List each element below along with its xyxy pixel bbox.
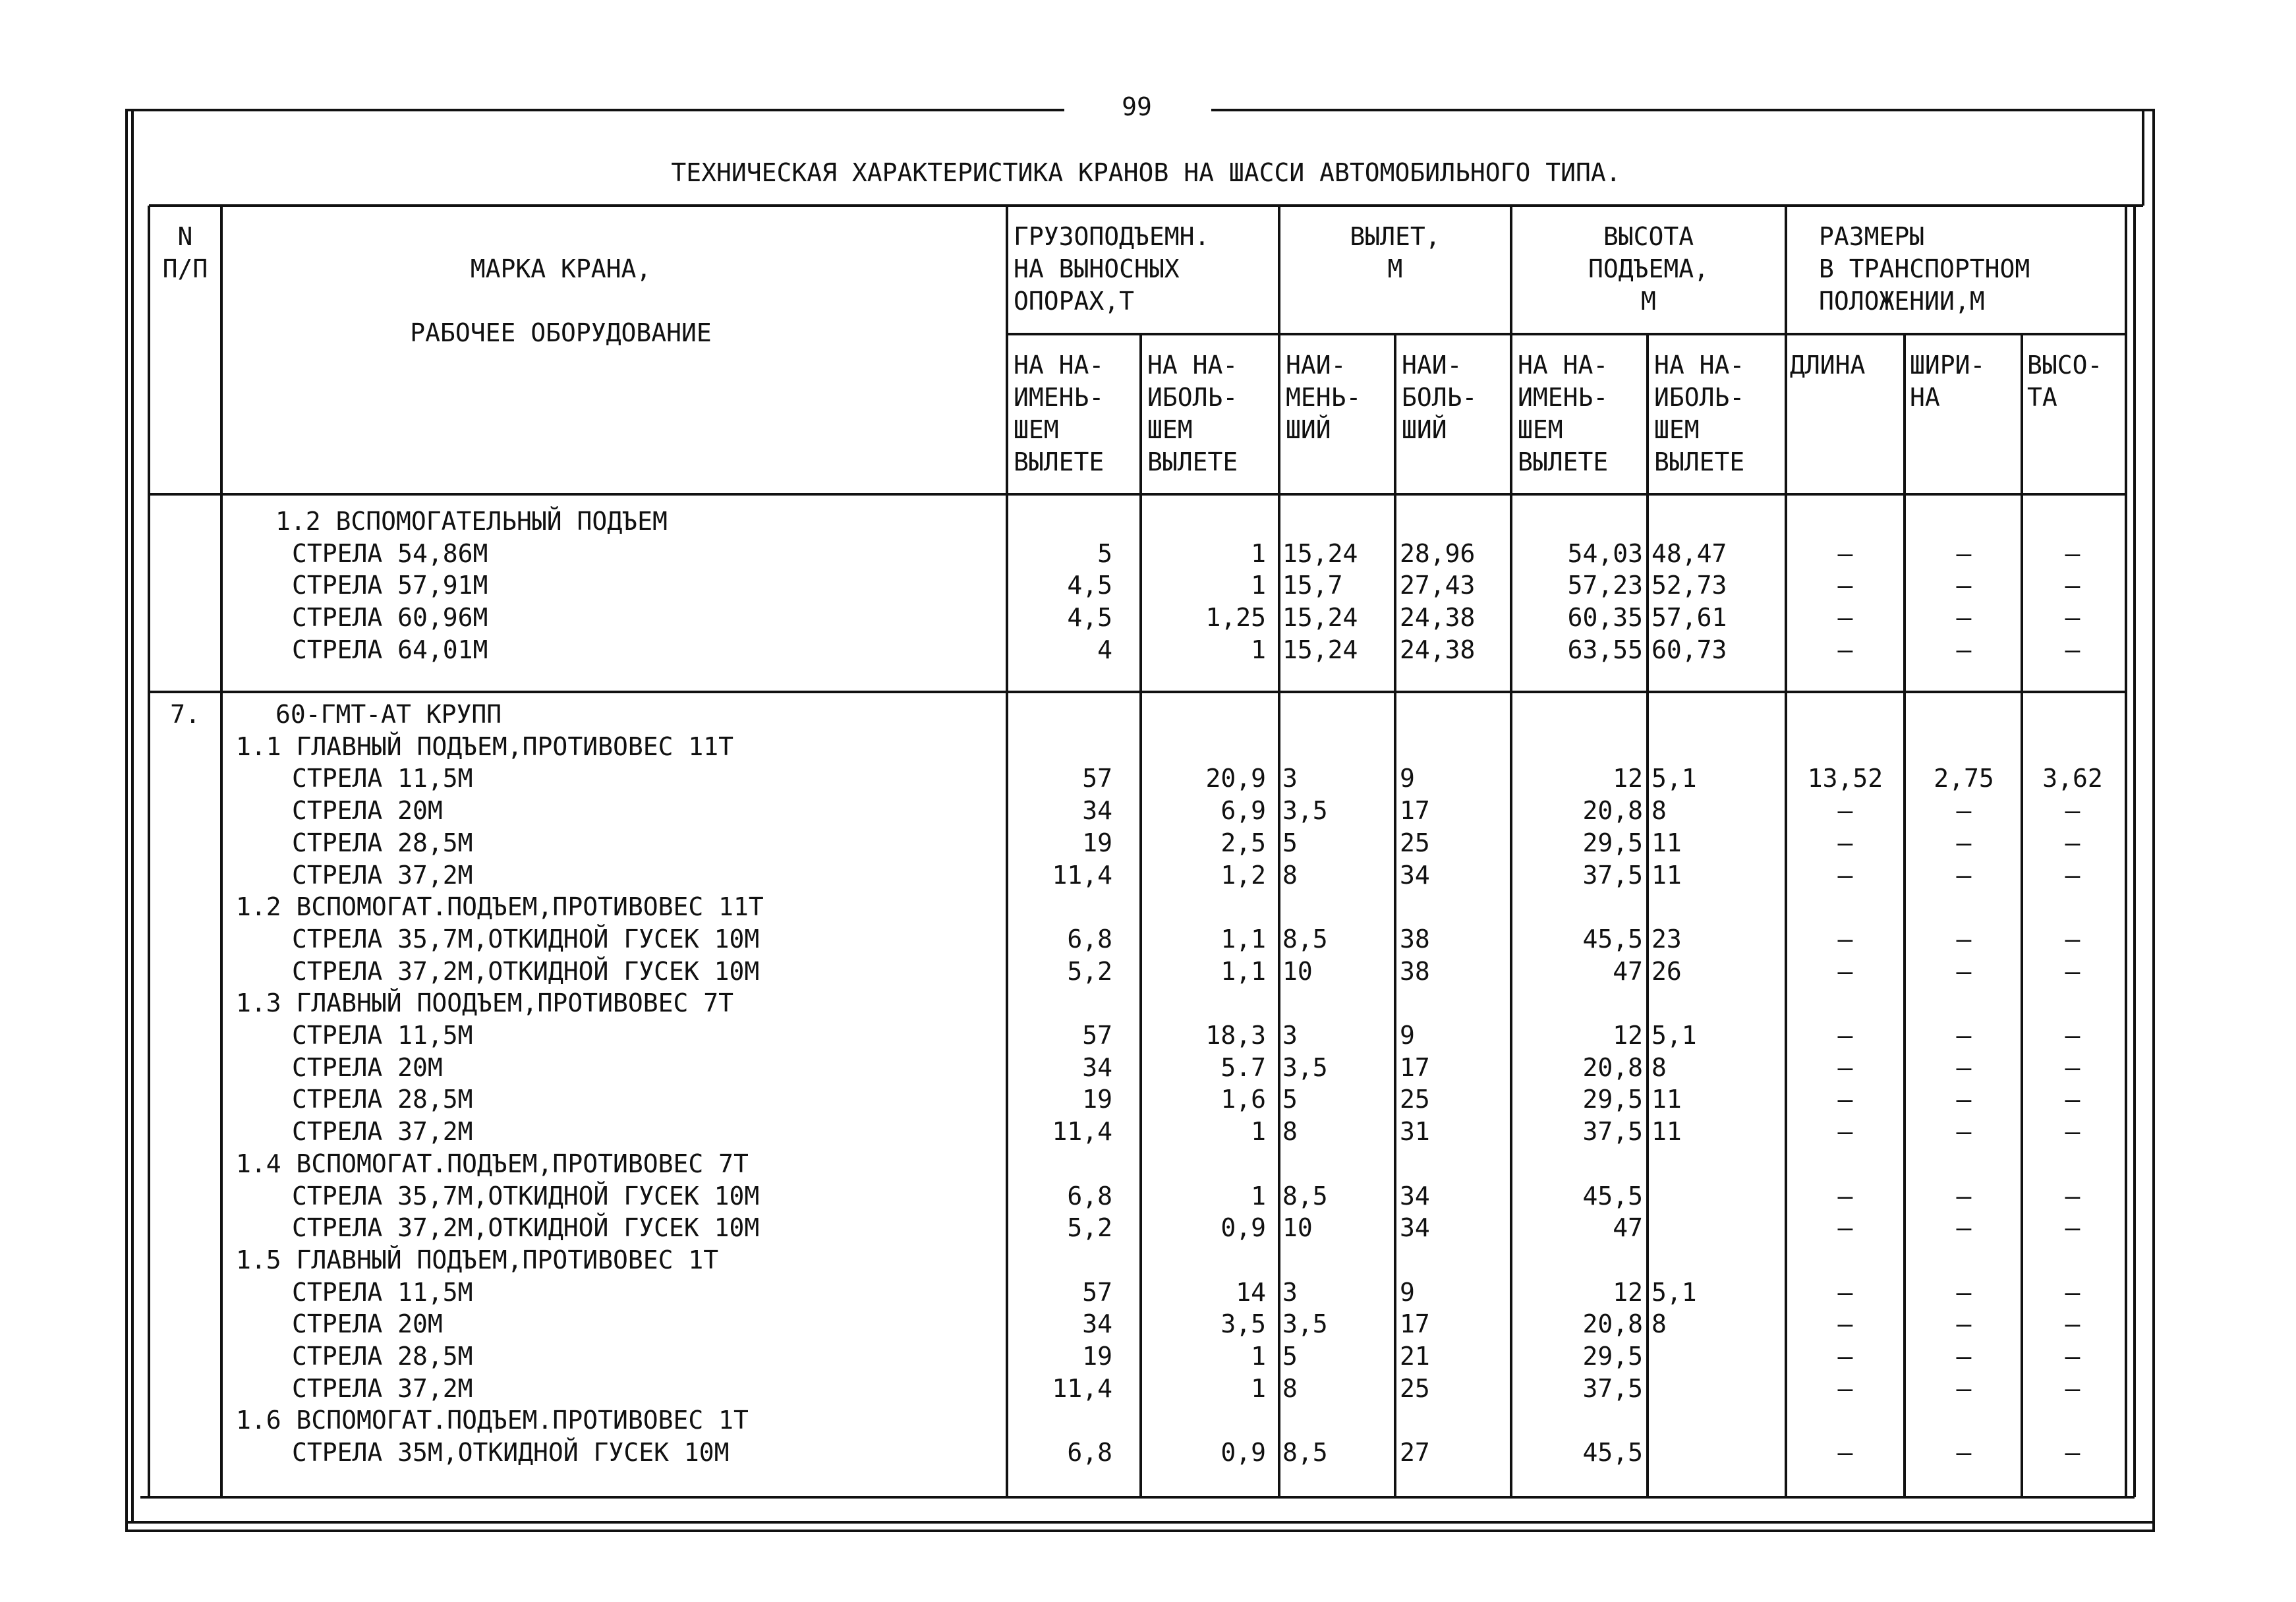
cell-length: – bbox=[1837, 861, 1853, 890]
cell-capacity-max: 1,1 bbox=[1220, 925, 1266, 954]
row-equipment-label: СТРЕЛА 20М bbox=[292, 796, 443, 825]
cell-reach-min: 10 bbox=[1282, 1213, 1313, 1242]
cell-capacity-min: 57 bbox=[1082, 1021, 1112, 1050]
row-group-label: 1.2 ВСПОМОГАТ.ПОДЪЕМ,ПРОТИВОВЕС 11Т bbox=[236, 892, 764, 921]
row-equipment-label: СТРЕЛА 37,2М,ОТКИДНОЙ ГУСЕК 10М bbox=[292, 957, 760, 986]
cell-height: 3,62 bbox=[2042, 764, 2103, 793]
cell-capacity-min: 4,5 bbox=[1067, 571, 1112, 600]
subheader-height-min-2: ИМЕНЬ- bbox=[1518, 383, 1609, 412]
cell-reach-min: 3,5 bbox=[1282, 1053, 1328, 1082]
cell-reach-min: 3 bbox=[1282, 764, 1298, 793]
cell-reach-max: 27 bbox=[1400, 1438, 1430, 1467]
cell-length: – bbox=[1837, 1182, 1853, 1211]
cell-height-max: 52,73 bbox=[1651, 571, 1727, 600]
cell-capacity-max: 2,5 bbox=[1220, 828, 1266, 857]
cell-capacity-max: 20,9 bbox=[1205, 764, 1266, 793]
cell-reach-max: 38 bbox=[1400, 925, 1430, 954]
cell-width: – bbox=[1956, 539, 1972, 568]
cell-width: – bbox=[1956, 1374, 1972, 1403]
cell-height-min: 20,8 bbox=[1582, 1309, 1643, 1338]
cell-width: – bbox=[1956, 1278, 1972, 1307]
cell-capacity-min: 34 bbox=[1082, 1309, 1112, 1338]
cell-length: – bbox=[1837, 539, 1853, 568]
page-number: 99 bbox=[1122, 92, 1152, 121]
subheader-reach-min-3: ШИЙ bbox=[1286, 415, 1331, 444]
header-dims-line1: РАЗМЕРЫ bbox=[1819, 222, 1925, 251]
cell-height: – bbox=[2065, 539, 2081, 568]
header-num-line2: П/П bbox=[162, 254, 208, 283]
cell-height-min: 63,55 bbox=[1567, 635, 1643, 664]
cell-capacity-min: 34 bbox=[1082, 796, 1112, 825]
cell-height-min: 47 bbox=[1613, 957, 1643, 986]
cell-capacity-min: 11,4 bbox=[1052, 1374, 1112, 1403]
cell-reach-min: 8,5 bbox=[1282, 1182, 1328, 1211]
cell-capacity-min: 11,4 bbox=[1052, 861, 1112, 890]
cell-capacity-max: 6,9 bbox=[1220, 796, 1266, 825]
row-equipment-label: СТРЕЛА 28,5М bbox=[292, 1085, 473, 1114]
subheader-height-max-3: ШЕМ bbox=[1654, 415, 1700, 444]
cell-height-max: 26 bbox=[1651, 957, 1682, 986]
subheader-tall-2: ТА bbox=[2027, 383, 2057, 412]
cell-height-max: 8 bbox=[1651, 1309, 1667, 1338]
cell-capacity-min: 11,4 bbox=[1052, 1117, 1112, 1146]
header-capacity-line3: ОПОРАХ,Т bbox=[1014, 287, 1135, 316]
cell-height-min: 47 bbox=[1613, 1213, 1643, 1242]
subheader-cap-min-2: ИМЕНЬ- bbox=[1014, 383, 1105, 412]
cell-capacity-max: 1 bbox=[1251, 571, 1266, 600]
row-equipment-label: СТРЕЛА 64,01М bbox=[292, 635, 488, 664]
cell-capacity-max: 1 bbox=[1251, 1117, 1266, 1146]
cell-width: – bbox=[1956, 957, 1972, 986]
cell-reach-min: 15,24 bbox=[1282, 603, 1358, 632]
subheader-cap-min-4: ВЫЛЕТЕ bbox=[1014, 447, 1105, 476]
row-equipment-label: СТРЕЛА 11,5М bbox=[292, 1021, 473, 1050]
row-equipment-label: СТРЕЛА 35,7М,ОТКИДНОЙ ГУСЕК 10М bbox=[292, 925, 760, 954]
cell-height: – bbox=[2065, 1021, 2081, 1050]
subheader-height-max-1: НА НА- bbox=[1654, 351, 1745, 380]
cell-height: – bbox=[2065, 861, 2081, 890]
row-equipment-label: СТРЕЛА 57,91М bbox=[292, 571, 488, 600]
cell-height: – bbox=[2065, 1213, 2081, 1242]
header-dims-line3: ПОЛОЖЕНИИ,М bbox=[1819, 287, 1985, 316]
cell-width: – bbox=[1956, 1182, 1972, 1211]
cell-height-max: 11 bbox=[1651, 1117, 1682, 1146]
cell-height-min: 37,5 bbox=[1582, 861, 1643, 890]
cell-length: – bbox=[1837, 1309, 1853, 1338]
cell-reach-min: 15,24 bbox=[1282, 635, 1358, 664]
cell-length: – bbox=[1837, 1374, 1853, 1403]
cell-capacity-min: 19 bbox=[1082, 1085, 1112, 1114]
subheader-height-max-2: ИБОЛЬ- bbox=[1654, 383, 1745, 412]
subheader-cap-min-1: НА НА- bbox=[1014, 351, 1105, 380]
subheader-height-max-4: ВЫЛЕТЕ bbox=[1654, 447, 1745, 476]
subheader-cap-min-3: ШЕМ bbox=[1014, 415, 1059, 444]
subheader-tall-1: ВЫСО- bbox=[2027, 351, 2103, 380]
row-equipment-label: СТРЕЛА 28,5М bbox=[292, 828, 473, 857]
cell-length: – bbox=[1837, 1438, 1853, 1467]
cell-height-min: 20,8 bbox=[1582, 796, 1643, 825]
cell-height-min: 60,35 bbox=[1567, 603, 1643, 632]
header-dims-line2: В ТРАНСПОРТНОМ bbox=[1819, 254, 2030, 283]
cell-reach-max: 21 bbox=[1400, 1342, 1430, 1371]
cell-width: – bbox=[1956, 796, 1972, 825]
cell-height: – bbox=[2065, 1309, 2081, 1338]
cell-height: – bbox=[2065, 603, 2081, 632]
cell-height-min: 12 bbox=[1613, 1278, 1643, 1307]
cell-reach-max: 24,38 bbox=[1400, 635, 1476, 664]
cell-reach-max: 9 bbox=[1400, 1021, 1415, 1050]
row-equipment-label: СТРЕЛА 11,5М bbox=[292, 764, 473, 793]
header-num-line1: N bbox=[177, 222, 193, 251]
cell-width: – bbox=[1956, 1342, 1972, 1371]
cell-reach-min: 8 bbox=[1282, 861, 1298, 890]
cell-reach-max: 25 bbox=[1400, 828, 1430, 857]
subheader-cap-max-1: НА НА- bbox=[1147, 351, 1238, 380]
cell-width: – bbox=[1956, 828, 1972, 857]
cell-capacity-min: 5,2 bbox=[1067, 1213, 1112, 1242]
subheader-reach-max-3: ШИЙ bbox=[1402, 415, 1447, 444]
cell-reach-min: 5 bbox=[1282, 1342, 1298, 1371]
cell-length: – bbox=[1837, 1085, 1853, 1114]
subheader-cap-max-2: ИБОЛЬ- bbox=[1147, 383, 1238, 412]
cell-reach-min: 5 bbox=[1282, 1085, 1298, 1114]
page-title: ТЕХНИЧЕСКАЯ ХАРАКТЕРИСТИКА КРАНОВ НА ШАССИ АВТОМОБИЛЬНОГО ТИПА. bbox=[671, 158, 1621, 187]
cell-capacity-max: 1 bbox=[1251, 539, 1266, 568]
cell-reach-max: 9 bbox=[1400, 1278, 1415, 1307]
cell-height: – bbox=[2065, 1438, 2081, 1467]
cell-reach-max: 17 bbox=[1400, 796, 1430, 825]
cell-height-max: 48,47 bbox=[1651, 539, 1727, 568]
cell-capacity-max: 3,5 bbox=[1220, 1309, 1266, 1338]
row-group-label: 1.1 ГЛАВНЫЙ ПОДЪЕМ,ПРОТИВОВЕС 11Т bbox=[236, 732, 733, 761]
cell-height-min: 12 bbox=[1613, 764, 1643, 793]
subheader-reach-min-2: МЕНЬ- bbox=[1286, 383, 1362, 412]
cell-capacity-max: 1 bbox=[1251, 1342, 1266, 1371]
row-equipment-label: СТРЕЛА 37,2М bbox=[292, 1117, 473, 1146]
cell-length: – bbox=[1837, 1053, 1853, 1082]
cell-reach-max: 17 bbox=[1400, 1053, 1430, 1082]
cell-capacity-max: 1,2 bbox=[1220, 861, 1266, 890]
row-equipment-label: СТРЕЛА 37,2М bbox=[292, 861, 473, 890]
row-group-label: 1.6 ВСПОМОГАТ.ПОДЪЕМ.ПРОТИВОВЕС 1Т bbox=[236, 1406, 749, 1435]
cell-reach-min: 8,5 bbox=[1282, 1438, 1328, 1467]
cell-width: – bbox=[1956, 861, 1972, 890]
cell-length: 13,52 bbox=[1807, 764, 1883, 793]
subheader-reach-max-1: НАИ- bbox=[1402, 351, 1462, 380]
row-group-label: 1.5 ГЛАВНЫЙ ПОДЪЕМ,ПРОТИВОВЕС 1Т bbox=[236, 1245, 719, 1274]
cell-width: – bbox=[1956, 1117, 1972, 1146]
cell-height-min: 29,5 bbox=[1582, 1085, 1643, 1114]
header-reach-line1: ВЫЛЕТ, bbox=[1350, 222, 1441, 251]
cell-width: – bbox=[1956, 1213, 1972, 1242]
cell-width: – bbox=[1956, 1309, 1972, 1338]
subheader-height-min-1: НА НА- bbox=[1518, 351, 1609, 380]
cell-length: – bbox=[1837, 1342, 1853, 1371]
subheader-height-min-3: ШЕМ bbox=[1518, 415, 1563, 444]
cell-capacity-min: 34 bbox=[1082, 1053, 1112, 1082]
cell-height-max: 11 bbox=[1651, 828, 1682, 857]
cell-reach-min: 3 bbox=[1282, 1021, 1298, 1050]
cell-height-min: 57,23 bbox=[1567, 571, 1643, 600]
cell-height: – bbox=[2065, 1182, 2081, 1211]
cell-height: – bbox=[2065, 1117, 2081, 1146]
cell-length: – bbox=[1837, 603, 1853, 632]
cell-reach-max: 34 bbox=[1400, 1182, 1430, 1211]
cell-length: – bbox=[1837, 828, 1853, 857]
cell-height-max: 23 bbox=[1651, 925, 1682, 954]
cell-height: – bbox=[2065, 1085, 2081, 1114]
cell-reach-max: 34 bbox=[1400, 1213, 1430, 1242]
cell-reach-min: 8 bbox=[1282, 1374, 1298, 1403]
cell-height-min: 37,5 bbox=[1582, 1374, 1643, 1403]
cell-width: – bbox=[1956, 1053, 1972, 1082]
row-equipment-label: СТРЕЛА 37,2М bbox=[292, 1374, 473, 1403]
cell-capacity-max: 0,9 bbox=[1220, 1438, 1266, 1467]
cell-width: 2,75 bbox=[1934, 764, 1994, 793]
cell-reach-max: 17 bbox=[1400, 1309, 1430, 1338]
cell-width: – bbox=[1956, 635, 1972, 664]
cell-length: – bbox=[1837, 1117, 1853, 1146]
cell-height: – bbox=[2065, 635, 2081, 664]
cell-width: – bbox=[1956, 1021, 1972, 1050]
cell-height-max: 57,61 bbox=[1651, 603, 1727, 632]
row-equipment-label: СТРЕЛА 37,2М,ОТКИДНОЙ ГУСЕК 10М bbox=[292, 1213, 760, 1242]
cell-capacity-max: 1,25 bbox=[1205, 603, 1266, 632]
cell-height-min: 29,5 bbox=[1582, 828, 1643, 857]
subheader-height-min-4: ВЫЛЕТЕ bbox=[1518, 447, 1609, 476]
cell-length: – bbox=[1837, 796, 1853, 825]
cell-length: – bbox=[1837, 957, 1853, 986]
cell-width: – bbox=[1956, 925, 1972, 954]
cell-capacity-max: 18,3 bbox=[1205, 1021, 1266, 1050]
cell-reach-min: 3 bbox=[1282, 1278, 1298, 1307]
cell-height: – bbox=[2065, 828, 2081, 857]
cell-capacity-max: 0,9 bbox=[1220, 1213, 1266, 1242]
row-group-label: 1.2 ВСПОМОГАТЕЛЬНЫЙ ПОДЪЕМ bbox=[275, 507, 668, 536]
subheader-width-1: ШИРИ- bbox=[1910, 351, 1986, 380]
row-equipment-label: СТРЕЛА 20М bbox=[292, 1309, 443, 1338]
header-mark-line1: МАРКА КРАНА, bbox=[470, 254, 652, 283]
row-equipment-label: СТРЕЛА 35М,ОТКИДНОЙ ГУСЕК 10М bbox=[292, 1438, 730, 1467]
cell-height-max: 8 bbox=[1651, 1053, 1667, 1082]
cell-reach-min: 3,5 bbox=[1282, 796, 1328, 825]
cell-height: – bbox=[2065, 1278, 2081, 1307]
cell-capacity-min: 19 bbox=[1082, 1342, 1112, 1371]
cell-reach-min: 8 bbox=[1282, 1117, 1298, 1146]
subheader-width-2: НА bbox=[1910, 383, 1940, 412]
cell-capacity-min: 6,8 bbox=[1067, 925, 1112, 954]
subheader-cap-max-3: ШЕМ bbox=[1147, 415, 1193, 444]
subheader-reach-min-1: НАИ- bbox=[1286, 351, 1346, 380]
cell-capacity-max: 1 bbox=[1251, 1374, 1266, 1403]
cell-height: – bbox=[2065, 1053, 2081, 1082]
cell-length: – bbox=[1837, 925, 1853, 954]
cell-height-min: 12 bbox=[1613, 1021, 1643, 1050]
row-group-label: 1.3 ГЛАВНЫЙ ПООДЪЕМ,ПРОТИВОВЕС 7Т bbox=[236, 988, 733, 1017]
row-group-label: 60-ГМТ-АТ КРУПП bbox=[275, 700, 502, 729]
cell-capacity-min: 57 bbox=[1082, 764, 1112, 793]
cell-reach-min: 8,5 bbox=[1282, 925, 1328, 954]
cell-reach-max: 31 bbox=[1400, 1117, 1430, 1146]
cell-capacity-max: 1 bbox=[1251, 635, 1266, 664]
cell-capacity-min: 57 bbox=[1082, 1278, 1112, 1307]
cell-width: – bbox=[1956, 603, 1972, 632]
cell-capacity-min: 4,5 bbox=[1067, 603, 1112, 632]
cell-height: – bbox=[2065, 796, 2081, 825]
cell-row-number: 7. bbox=[170, 700, 200, 729]
header-height-line3: М bbox=[1641, 287, 1656, 316]
row-equipment-label: СТРЕЛА 11,5М bbox=[292, 1278, 473, 1307]
cell-capacity-min: 19 bbox=[1082, 828, 1112, 857]
cell-height-min: 20,8 bbox=[1582, 1053, 1643, 1082]
cell-capacity-max: 5.7 bbox=[1220, 1053, 1266, 1082]
cell-reach-min: 5 bbox=[1282, 828, 1298, 857]
row-equipment-label: СТРЕЛА 28,5М bbox=[292, 1342, 473, 1371]
cell-height: – bbox=[2065, 957, 2081, 986]
cell-height: – bbox=[2065, 1374, 2081, 1403]
cell-reach-max: 25 bbox=[1400, 1085, 1430, 1114]
cell-capacity-min: 6,8 bbox=[1067, 1438, 1112, 1467]
row-equipment-label: СТРЕЛА 20М bbox=[292, 1053, 443, 1082]
row-group-label: 1.4 ВСПОМОГАТ.ПОДЪЕМ,ПРОТИВОВЕС 7Т bbox=[236, 1149, 749, 1178]
cell-capacity-min: 6,8 bbox=[1067, 1182, 1112, 1211]
cell-height: – bbox=[2065, 571, 2081, 600]
cell-height-min: 54,03 bbox=[1567, 539, 1643, 568]
header-height-line2: ПОДЪЕМА, bbox=[1588, 254, 1709, 283]
cell-reach-max: 27,43 bbox=[1400, 571, 1476, 600]
header-capacity-line1: ГРУЗОПОДЪЕМН. bbox=[1014, 222, 1210, 251]
cell-height-min: 45,5 bbox=[1582, 1438, 1643, 1467]
cell-height-max: 8 bbox=[1651, 796, 1667, 825]
cell-height-max: 5,1 bbox=[1651, 1278, 1697, 1307]
cell-reach-max: 9 bbox=[1400, 764, 1415, 793]
cell-height-max: 5,1 bbox=[1651, 1021, 1697, 1050]
cell-height-min: 45,5 bbox=[1582, 1182, 1643, 1211]
cell-length: – bbox=[1837, 1278, 1853, 1307]
cell-height-max: 11 bbox=[1651, 1085, 1682, 1114]
cell-length: – bbox=[1837, 1213, 1853, 1242]
subheader-length-1: ДЛИНА bbox=[1790, 351, 1866, 380]
cell-capacity-max: 14 bbox=[1236, 1278, 1266, 1307]
header-height-line1: ВЫСОТА bbox=[1603, 222, 1694, 251]
cell-height-max: 60,73 bbox=[1651, 635, 1727, 664]
row-equipment-label: СТРЕЛА 54,86М bbox=[292, 539, 488, 568]
cell-height-min: 37,5 bbox=[1582, 1117, 1643, 1146]
subheader-reach-max-2: БОЛЬ- bbox=[1402, 383, 1478, 412]
header-reach-line2: М bbox=[1387, 254, 1403, 283]
cell-capacity-max: 1 bbox=[1251, 1182, 1266, 1211]
cell-height-min: 29,5 bbox=[1582, 1342, 1643, 1371]
cell-reach-max: 24,38 bbox=[1400, 603, 1476, 632]
cell-reach-min: 15,7 bbox=[1282, 571, 1343, 600]
cell-width: – bbox=[1956, 571, 1972, 600]
row-equipment-label: СТРЕЛА 35,7М,ОТКИДНОЙ ГУСЕК 10М bbox=[292, 1182, 760, 1211]
subheader-cap-max-4: ВЫЛЕТЕ bbox=[1147, 447, 1238, 476]
cell-length: – bbox=[1837, 635, 1853, 664]
cell-capacity-min: 5 bbox=[1097, 539, 1112, 568]
cell-height-min: 45,5 bbox=[1582, 925, 1643, 954]
cell-reach-min: 3,5 bbox=[1282, 1309, 1328, 1338]
cell-reach-max: 25 bbox=[1400, 1374, 1430, 1403]
cell-width: – bbox=[1956, 1438, 1972, 1467]
cell-reach-min: 10 bbox=[1282, 957, 1313, 986]
cell-capacity-min: 4 bbox=[1097, 635, 1112, 664]
header-mark-line2: РАБОЧЕЕ ОБОРУДОВАНИЕ bbox=[410, 318, 712, 347]
cell-height: – bbox=[2065, 925, 2081, 954]
cell-capacity-max: 1,1 bbox=[1220, 957, 1266, 986]
cell-height-max: 11 bbox=[1651, 861, 1682, 890]
cell-reach-min: 15,24 bbox=[1282, 539, 1358, 568]
cell-reach-max: 34 bbox=[1400, 861, 1430, 890]
cell-reach-max: 38 bbox=[1400, 957, 1430, 986]
row-equipment-label: СТРЕЛА 60,96М bbox=[292, 603, 488, 632]
cell-width: – bbox=[1956, 1085, 1972, 1114]
cell-length: – bbox=[1837, 1021, 1853, 1050]
header-capacity-line2: НА ВЫНОСНЫХ bbox=[1014, 254, 1180, 283]
cell-height-max: 5,1 bbox=[1651, 764, 1697, 793]
cell-height: – bbox=[2065, 1342, 2081, 1371]
cell-capacity-min: 5,2 bbox=[1067, 957, 1112, 986]
cell-length: – bbox=[1837, 571, 1853, 600]
cell-capacity-max: 1,6 bbox=[1220, 1085, 1266, 1114]
cell-reach-max: 28,96 bbox=[1400, 539, 1476, 568]
